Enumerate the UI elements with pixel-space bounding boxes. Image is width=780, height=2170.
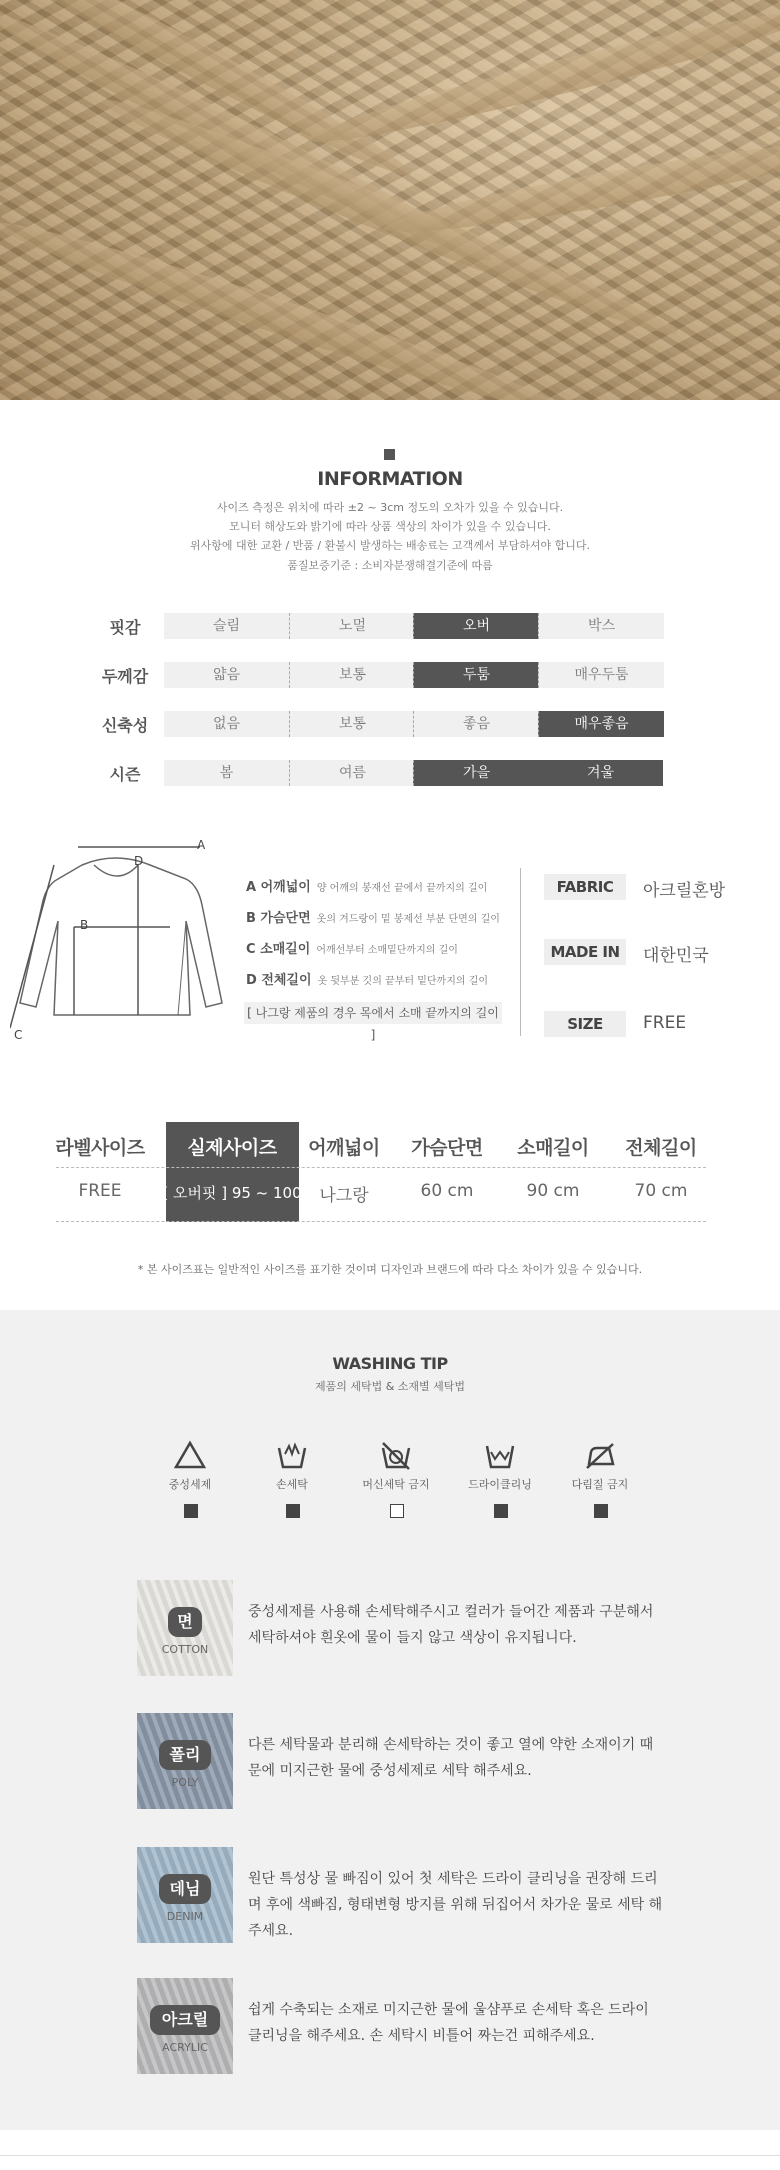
size-cell: FREE bbox=[78, 1181, 122, 1201]
fabric-care-text: 다른 세탁물과 분리해 손세탁하는 것이 좋고 열에 약한 소재이기 때문에 미지근한 물에 중성세제로 세탁 해주세요. bbox=[248, 1737, 654, 1779]
sweater-measure-diagram bbox=[10, 835, 230, 1055]
scale-option: 슬림 bbox=[164, 613, 289, 639]
size-header: 실제사이즈 bbox=[187, 1137, 277, 1159]
no-ironing-icon bbox=[583, 1440, 617, 1470]
scale-option: 얇음 bbox=[164, 662, 289, 688]
scale-option: 보통 bbox=[289, 662, 415, 688]
fabric-badge: 폴리 bbox=[159, 1740, 211, 1770]
fabric-english-name: DENIM bbox=[166, 1910, 204, 1923]
info-line: 품질보증기준 : 소비자분쟁해결기준에 따름 bbox=[287, 559, 493, 572]
fabric-badge: 아크릴 bbox=[150, 2005, 220, 2035]
scale-option: 없음 bbox=[164, 711, 289, 737]
detail-b: B 가슴단면 옷의 겨드랑이 밑 봉제선 부분 단면의 길이 bbox=[246, 911, 500, 926]
raglan-note: [ 나그랑 제품의 경우 목에서 소매 끝까지의 길이 ] bbox=[244, 1002, 502, 1024]
detail-d: D 전체길이 옷 뒷부분 깃의 끝부터 밑단까지의 길이 bbox=[246, 973, 489, 988]
care-checked-box bbox=[184, 1504, 198, 1518]
scale-label: 신축성 bbox=[101, 716, 149, 735]
letter-d: D bbox=[134, 854, 144, 868]
size-cell: [ 오버핏 ] 95 ~ 100 bbox=[162, 1184, 302, 1202]
info-line: 위사항에 대한 교환 / 반품 / 환불시 발생하는 배송료는 고객께서 부담하셔야 합니다. bbox=[189, 539, 591, 552]
no-machine-wash-icon bbox=[379, 1440, 413, 1470]
fabric-english-name: POLY bbox=[171, 1776, 199, 1789]
detail-c: C 소매길이 어깨선부터 소매밑단까지의 길이 bbox=[246, 942, 458, 957]
care-checked-box bbox=[494, 1504, 508, 1518]
neutral-detergent-icon bbox=[173, 1440, 207, 1470]
care-label: 드라이클리닝 bbox=[468, 1478, 532, 1491]
care-unchecked-box bbox=[390, 1504, 404, 1518]
scale-label: 핏감 bbox=[109, 618, 141, 637]
scale-option: 매우좋음 bbox=[538, 711, 664, 737]
info-line: 사이즈 측정은 위치에 따라 ±2 ~ 3cm 정도의 오차가 있을 수 있습니다. bbox=[216, 501, 564, 514]
info-line: 모니터 해상도와 밝기에 따라 상품 색상의 차이가 있을 수 있습니다. bbox=[229, 520, 551, 533]
section-marker bbox=[384, 449, 395, 460]
fabric-label: FABRIC bbox=[544, 874, 626, 900]
scale-option: 여름 bbox=[289, 760, 415, 786]
scale-option: 좋음 bbox=[413, 711, 539, 737]
size-value: FREE bbox=[643, 1013, 687, 1033]
scale-option: 봄 bbox=[164, 760, 289, 786]
info-title: INFORMATION bbox=[317, 468, 463, 490]
letter-a: A bbox=[197, 838, 206, 852]
scale-option: 박스 bbox=[538, 613, 664, 639]
washing-subtitle: 제품의 세탁법 & 소재별 세탁법 bbox=[314, 1380, 466, 1393]
size-header: 전체길이 bbox=[625, 1137, 697, 1159]
size-header: 소매길이 bbox=[517, 1137, 589, 1159]
care-label: 다림질 금지 bbox=[571, 1478, 629, 1491]
made-in-label: MADE IN bbox=[544, 939, 626, 965]
care-checked-box bbox=[594, 1504, 608, 1518]
size-cell: 60 cm bbox=[420, 1181, 474, 1201]
washing-title: WASHING TIP bbox=[332, 1354, 448, 1373]
scale-option: 매우두툼 bbox=[538, 662, 664, 688]
scale-label: 두께감 bbox=[101, 667, 149, 686]
fabric-care-text: 쉽게 수축되는 소재로 미지근한 물에 울샴푸로 손세탁 혹은 드라이 클리닝을 해주세요. 손 세탁시 비틀어 짜는건 피해주세요. bbox=[248, 2002, 649, 2044]
measure-c-line bbox=[10, 865, 54, 1028]
scale-option: 겨울 bbox=[538, 760, 663, 786]
divider bbox=[520, 868, 521, 1036]
size-header: 어깨넓이 bbox=[308, 1137, 380, 1159]
knit-fabric-photo bbox=[0, 0, 780, 400]
scale-option: 오버 bbox=[413, 613, 539, 639]
hand-wash-icon bbox=[275, 1440, 309, 1470]
table-divider bbox=[56, 1221, 706, 1222]
size-label: SIZE bbox=[544, 1011, 626, 1037]
care-label: 머신세탁 금지 bbox=[362, 1478, 430, 1491]
fabric-badge: 면 bbox=[168, 1607, 202, 1637]
size-header: 가슴단면 bbox=[411, 1137, 483, 1159]
size-cell: 나그랑 bbox=[319, 1186, 369, 1206]
size-cell: 70 cm bbox=[634, 1181, 688, 1201]
detail-a: A 어깨넓이 양 어깨의 봉재선 끝에서 끝까지의 길이 bbox=[246, 880, 488, 895]
fabric-care-text: 중성세제를 사용해 손세탁해주시고 컬러가 들어간 제품과 구분해서 세탁하셔야 흰옷에 물이 들지 않고 색상이 유지됩니다. bbox=[248, 1604, 654, 1646]
care-label: 중성세제 bbox=[168, 1478, 212, 1491]
scale-option: 보통 bbox=[289, 711, 415, 737]
scale-option: 가을 bbox=[413, 760, 539, 786]
table-divider bbox=[56, 1167, 706, 1168]
made-in-value: 대한민국 bbox=[643, 946, 709, 966]
dry-clean-icon bbox=[483, 1440, 517, 1470]
size-cell: 90 cm bbox=[526, 1181, 580, 1201]
fabric-english-name: ACRYLIC bbox=[162, 2041, 208, 2054]
size-header: 라벨사이즈 bbox=[55, 1137, 145, 1159]
size-table-note: * 본 사이즈표는 일반적인 사이즈를 표기한 것이며 디자인과 브랜드에 따라 다소 차이가 있을 수 있습니다. bbox=[137, 1263, 643, 1276]
letter-b: B bbox=[80, 918, 89, 932]
fabric-english-name: COTTON bbox=[161, 1643, 209, 1656]
fabric-value: 아크릴혼방 bbox=[643, 881, 726, 901]
fabric-care-text: 원단 특성상 물 빠짐이 있어 첫 세탁은 드라이 클리닝을 권장해 드리며 후에 색빠짐, 형태변형 방지를 위해 뒤집어서 차가운 물로 세탁 해주세요. bbox=[248, 1871, 663, 1939]
scale-label: 시즌 bbox=[109, 765, 141, 784]
letter-c: C bbox=[14, 1028, 23, 1042]
scale-option: 두툼 bbox=[413, 662, 539, 688]
fabric-badge: 데님 bbox=[159, 1874, 211, 1904]
bottom-divider bbox=[0, 2155, 780, 2156]
care-checked-box bbox=[286, 1504, 300, 1518]
care-label: 손세탁 bbox=[276, 1478, 308, 1491]
scale-option: 노멀 bbox=[289, 613, 415, 639]
